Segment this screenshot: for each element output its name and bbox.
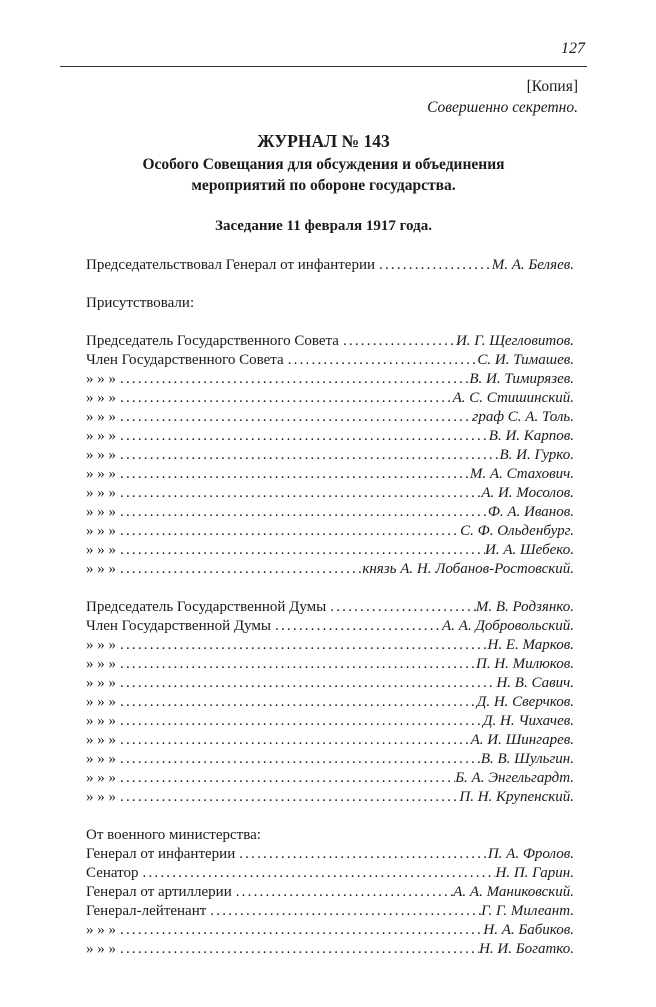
leader-dots bbox=[116, 484, 481, 503]
attendee-name: Д. Н. Чихачев. bbox=[482, 713, 574, 729]
leader-dots bbox=[206, 902, 481, 921]
attendee-name: князь А. Н. Лобанов-Ростовский. bbox=[362, 561, 574, 577]
classification-stamp bbox=[427, 76, 578, 118]
attendee-position: Сенатор bbox=[86, 865, 139, 881]
attendee-position: » » » bbox=[86, 637, 116, 653]
attendee-row bbox=[86, 503, 574, 522]
chair-row bbox=[86, 256, 574, 275]
attendee-row bbox=[86, 370, 574, 389]
chair-label: Председательствовал Генерал от инфантерии bbox=[86, 257, 375, 273]
attendee-name: А. И. Мосолов. bbox=[481, 485, 574, 501]
attendee-row bbox=[86, 655, 574, 674]
attendee-row bbox=[86, 788, 574, 807]
leader-dots bbox=[116, 541, 485, 560]
attendee-name: М. А. Стахович. bbox=[469, 466, 574, 482]
leader-dots bbox=[116, 655, 476, 674]
attendee-name: И. Г. Щегловитов. bbox=[455, 333, 574, 349]
attendee-row bbox=[86, 484, 574, 503]
attendee-position: » » » bbox=[86, 770, 116, 786]
attendee-position: » » » bbox=[86, 447, 116, 463]
attendee-position: » » » bbox=[86, 428, 116, 444]
leader-dots bbox=[271, 617, 442, 636]
leader-dots bbox=[116, 940, 479, 959]
attendee-position: » » » bbox=[86, 922, 116, 938]
leader-dots bbox=[116, 427, 489, 446]
attendee-name: С. И. Тимашев. bbox=[477, 352, 574, 368]
leader-dots bbox=[339, 332, 456, 351]
leader-dots bbox=[116, 503, 488, 522]
attendee-name: И. А. Шебеко. bbox=[485, 542, 574, 558]
leader-dots bbox=[116, 408, 473, 427]
present-heading: Присутствовали: bbox=[86, 295, 195, 311]
military-list bbox=[86, 845, 574, 959]
attendee-row bbox=[86, 598, 574, 617]
attendee-name: граф С. А. Толь. bbox=[472, 409, 574, 425]
leader-dots bbox=[116, 446, 499, 465]
attendee-name: Н. П. Гарин. bbox=[495, 865, 574, 881]
session-date: Заседание 11 февраля 1917 года. bbox=[215, 218, 432, 234]
attendee-position: Член Государственного Совета bbox=[86, 352, 284, 368]
title-block bbox=[60, 130, 587, 236]
attendee-row bbox=[86, 408, 574, 427]
attendee-name: В. В. Шульгин. bbox=[480, 751, 574, 767]
leader-dots bbox=[232, 883, 454, 902]
subtitle-line: мероприятий по обороне государства. bbox=[191, 177, 456, 194]
secrecy-mark: Совершенно секретно. bbox=[427, 99, 578, 116]
attendee-name: В. И. Тимирязев. bbox=[469, 371, 574, 387]
military-heading: От военного министерства: bbox=[86, 827, 261, 843]
attendee-row bbox=[86, 693, 574, 712]
attendee-position: » » » bbox=[86, 751, 116, 767]
attendee-row bbox=[86, 921, 574, 940]
leader-dots bbox=[116, 465, 470, 484]
attendee-name: Н. А. Бабиков. bbox=[483, 922, 574, 938]
leader-dots bbox=[116, 712, 483, 731]
attendee-row bbox=[86, 845, 574, 864]
attendee-position: » » » bbox=[86, 409, 116, 425]
attendee-row bbox=[86, 351, 574, 370]
header-rule bbox=[60, 66, 587, 67]
attendee-position: » » » bbox=[86, 390, 116, 406]
attendee-row bbox=[86, 332, 574, 351]
attendee-name: Г. Г. Милеант. bbox=[481, 903, 574, 919]
attendee-position: » » » bbox=[86, 732, 116, 748]
attendee-row bbox=[86, 940, 574, 959]
attendee-name: А. А. Добровольский. bbox=[442, 618, 574, 634]
attendee-position: » » » bbox=[86, 542, 116, 558]
attendee-name: А. А. Маниковский. bbox=[453, 884, 574, 900]
attendee-row bbox=[86, 446, 574, 465]
attendee-position: » » » bbox=[86, 694, 116, 710]
attendee-name: Д. Н. Сверчков. bbox=[476, 694, 574, 710]
leader-dots bbox=[116, 674, 496, 693]
leader-dots bbox=[116, 636, 488, 655]
leader-dots bbox=[139, 864, 496, 883]
attendee-row bbox=[86, 731, 574, 750]
state-council-list bbox=[86, 332, 574, 579]
attendee-position: Генерал-лейтенант bbox=[86, 903, 207, 919]
leader-dots bbox=[116, 769, 455, 788]
attendee-position: » » » bbox=[86, 941, 116, 957]
journal-subtitle bbox=[60, 154, 587, 196]
leader-dots bbox=[116, 370, 469, 389]
leader-dots bbox=[116, 560, 362, 579]
attendee-name: В. И. Карпов. bbox=[488, 428, 574, 444]
attendee-position: » » » bbox=[86, 561, 116, 577]
attendance-list bbox=[86, 256, 574, 959]
leader-dots bbox=[116, 731, 471, 750]
attendee-name: Ф. А. Иванов. bbox=[487, 504, 574, 520]
leader-dots bbox=[235, 845, 488, 864]
attendee-row bbox=[86, 674, 574, 693]
journal-title: ЖУРНАЛ № 143 bbox=[257, 131, 390, 151]
attendee-name: П. Н. Милюков. bbox=[476, 656, 574, 672]
attendee-position: » » » bbox=[86, 523, 116, 539]
attendee-row bbox=[86, 427, 574, 446]
attendee-position: » » » bbox=[86, 656, 116, 672]
attendee-row bbox=[86, 465, 574, 484]
leader-dots bbox=[116, 693, 477, 712]
attendee-row bbox=[86, 560, 574, 579]
attendee-row bbox=[86, 541, 574, 560]
attendee-row bbox=[86, 522, 574, 541]
attendee-position: Председатель Государственной Думы bbox=[86, 599, 327, 615]
attendee-name: Н. И. Богатко. bbox=[479, 941, 574, 957]
attendee-name: П. А. Фролов. bbox=[487, 846, 574, 862]
leader-dots bbox=[116, 921, 483, 940]
attendee-row bbox=[86, 712, 574, 731]
attendee-row bbox=[86, 617, 574, 636]
attendee-name: Н. Е. Марков. bbox=[487, 637, 574, 653]
page-number: 127 bbox=[561, 40, 585, 57]
leader-dots bbox=[116, 389, 453, 408]
attendee-name: Н. В. Савич. bbox=[496, 675, 574, 691]
state-duma-list bbox=[86, 598, 574, 807]
attendee-name: А. С. Стишинский. bbox=[452, 390, 574, 406]
attendee-name: М. В. Родзянко. bbox=[475, 599, 574, 615]
attendee-position: » » » bbox=[86, 504, 116, 520]
attendee-row bbox=[86, 389, 574, 408]
subtitle-line: Особого Совещания для обсуждения и объединения bbox=[142, 156, 505, 173]
attendee-position: » » » bbox=[86, 371, 116, 387]
attendee-row bbox=[86, 769, 574, 788]
attendee-position: » » » bbox=[86, 713, 116, 729]
leader-dots bbox=[375, 256, 492, 275]
chair-name: М. А. Беляев. bbox=[491, 257, 574, 273]
attendee-position: » » » bbox=[86, 675, 116, 691]
attendee-row bbox=[86, 750, 574, 769]
attendee-name: В. И. Гурко. bbox=[499, 447, 574, 463]
attendee-position: Член Государственной Думы bbox=[86, 618, 272, 634]
attendee-position: » » » bbox=[86, 485, 116, 501]
attendee-row bbox=[86, 883, 574, 902]
attendee-name: П. Н. Крупенский. bbox=[459, 789, 574, 805]
leader-dots bbox=[326, 598, 476, 617]
attendee-position: Генерал от инфантерии bbox=[86, 846, 236, 862]
attendee-row bbox=[86, 864, 574, 883]
leader-dots bbox=[116, 522, 460, 541]
attendee-row bbox=[86, 902, 574, 921]
attendee-position: Председатель Государственного Совета bbox=[86, 333, 339, 349]
leader-dots bbox=[116, 788, 459, 807]
attendee-row bbox=[86, 636, 574, 655]
attendee-name: А. И. Шингарев. bbox=[470, 732, 574, 748]
copy-mark: [Копия] bbox=[526, 78, 578, 95]
attendee-position: » » » bbox=[86, 789, 116, 805]
attendee-position: Генерал от артиллерии bbox=[86, 884, 232, 900]
leader-dots bbox=[284, 351, 478, 370]
attendee-name: Б. А. Энгельгардт. bbox=[455, 770, 574, 786]
attendee-name: С. Ф. Ольденбург. bbox=[460, 523, 574, 539]
attendee-position: » » » bbox=[86, 466, 116, 482]
leader-dots bbox=[116, 750, 481, 769]
